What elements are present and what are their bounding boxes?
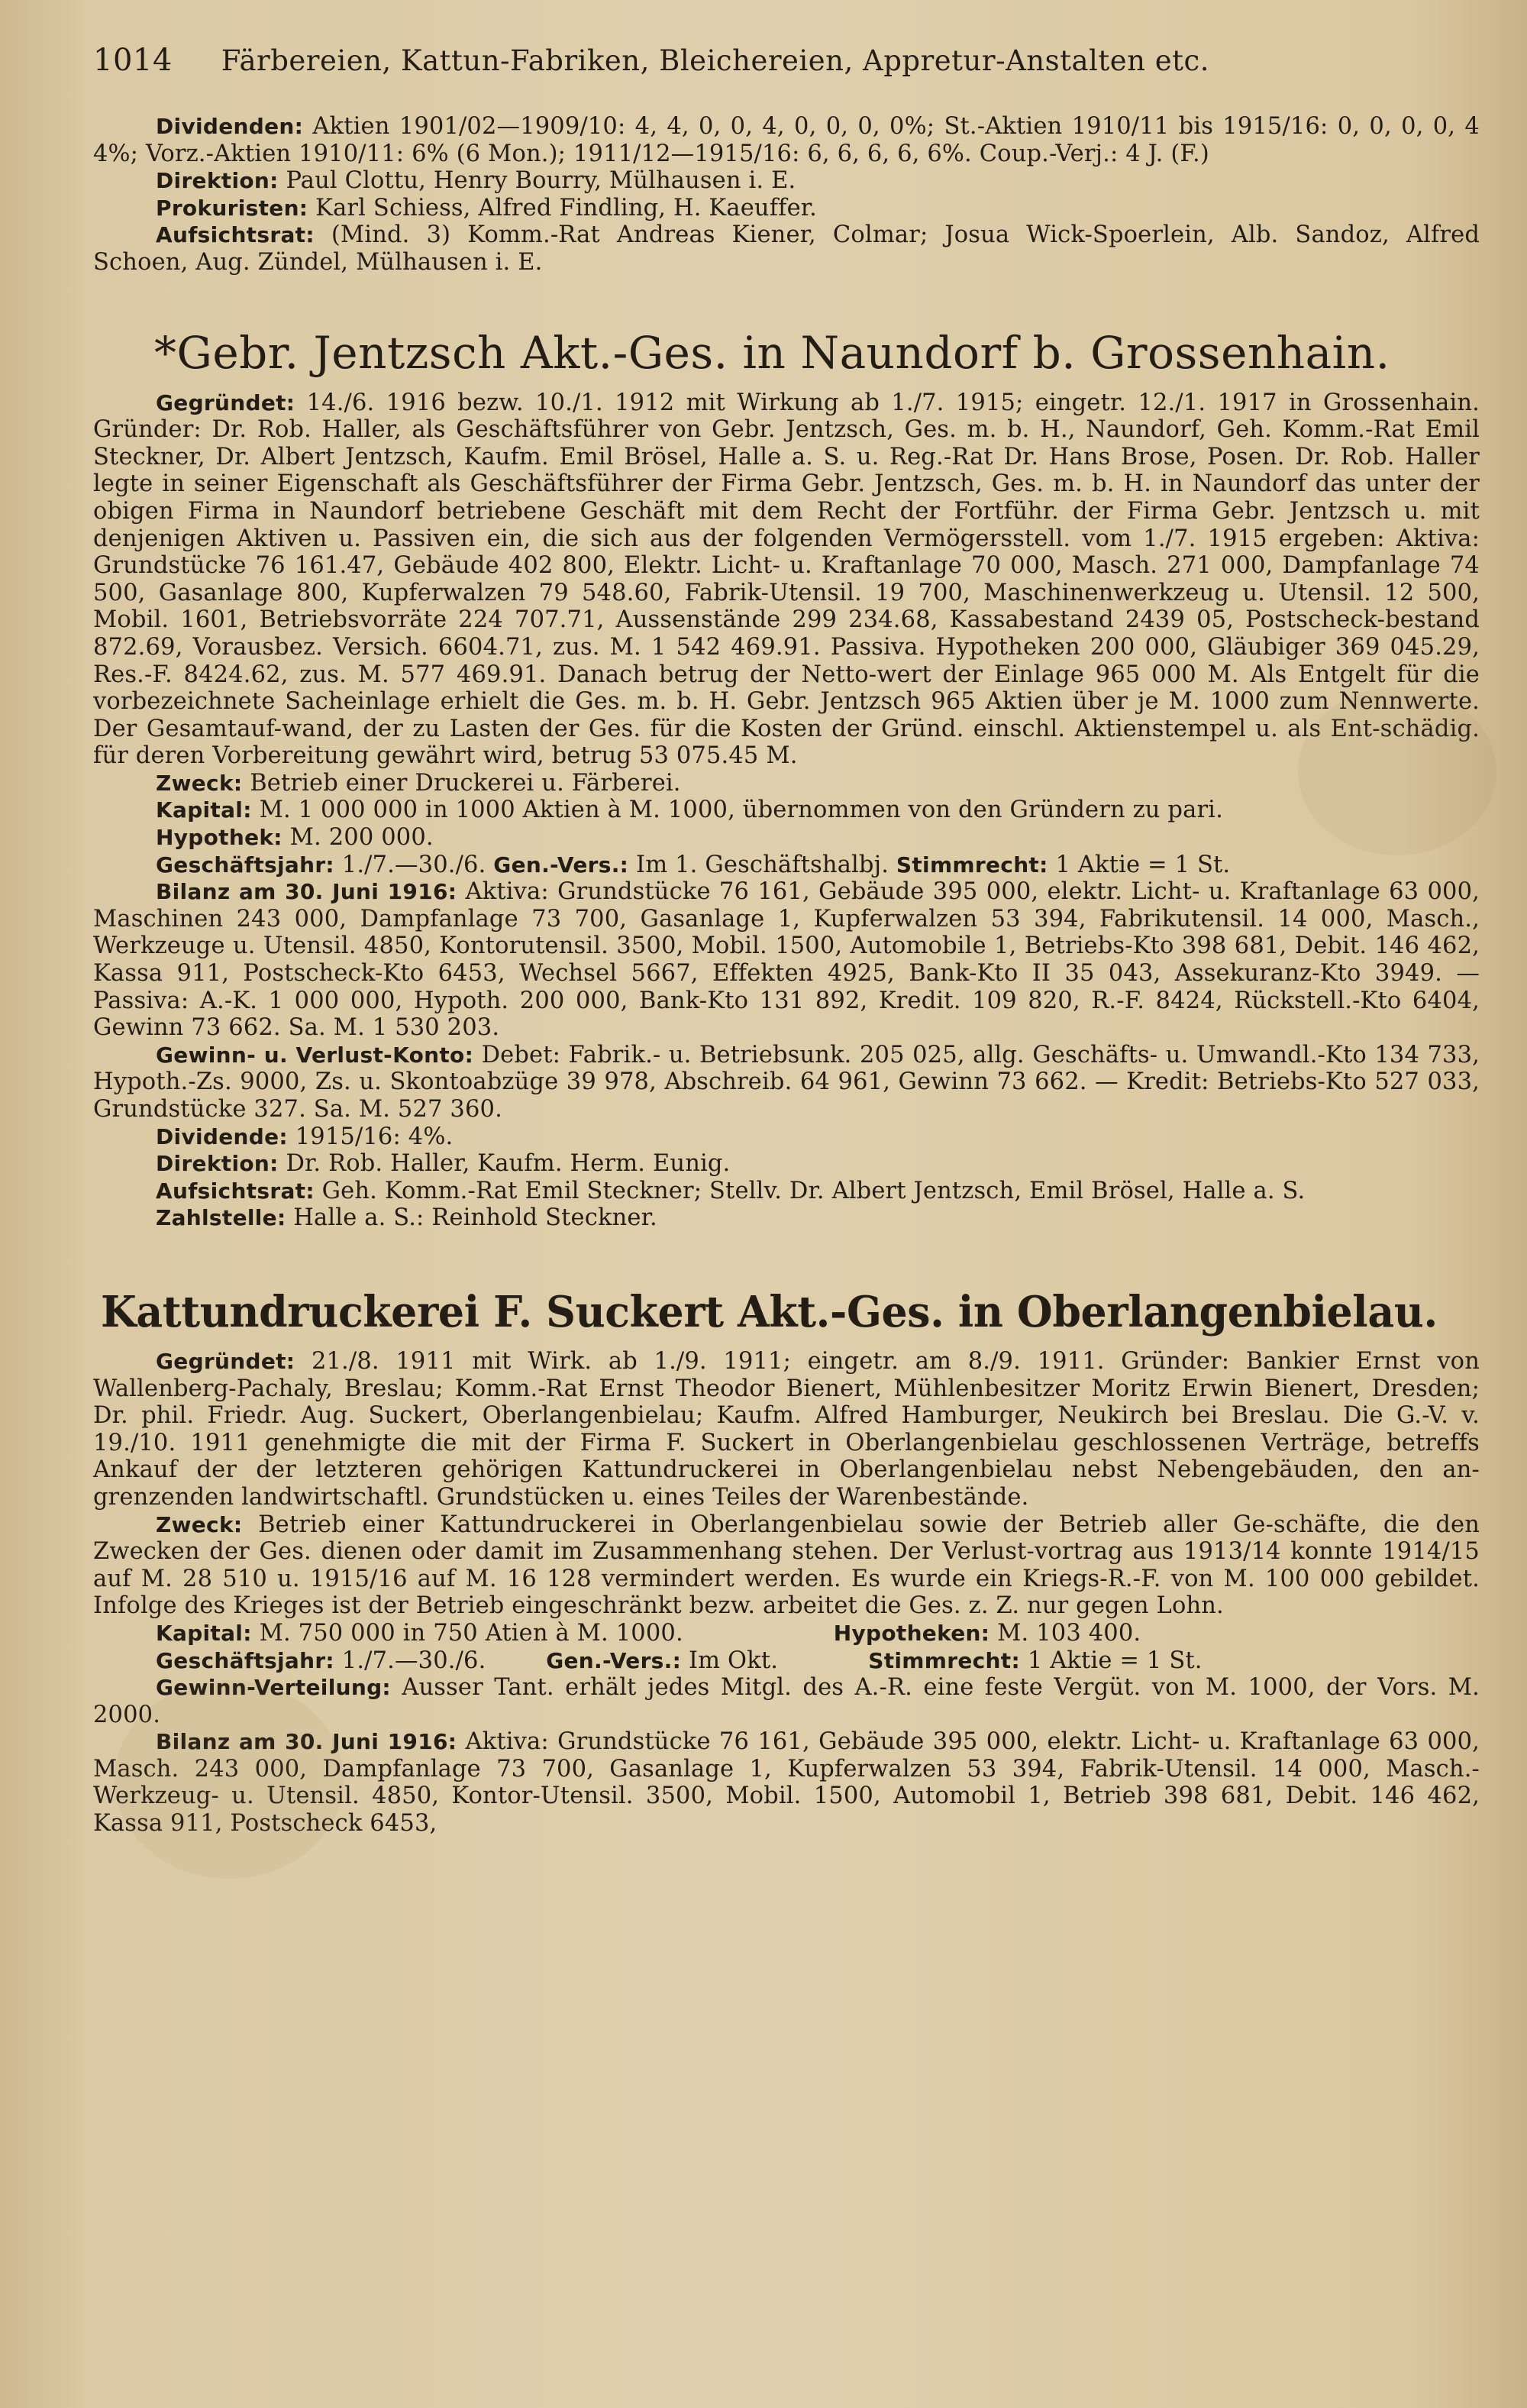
gj-text: 1./7.—30./6. — [334, 851, 494, 878]
stimm-text: 1 Aktie = 1 St. — [1048, 851, 1231, 878]
running-header — [93, 43, 1480, 78]
zahlstelle-text: Halle a. S.: Reinhold Steckner. — [286, 1204, 657, 1232]
clottu-entry-continuation — [93, 113, 1480, 276]
zweck-label: Zweck: — [156, 770, 243, 796]
genvers-label: Gen.-Vers.: — [493, 852, 629, 878]
suckert-gegruendet — [93, 1348, 1480, 1511]
direktion-text: Paul Clottu, Henry Bourry, Mülhausen i. E. — [278, 167, 796, 195]
paper-stain — [1298, 687, 1496, 855]
aufsichtsrat-text: Geh. Komm.-Rat Emil Steckner; Stellv. Dr. Albert Jentzsch, Emil Brösel, Halle a. S. — [314, 1177, 1306, 1204]
bilanz-text: Aktiva: Grundstücke 76 161, Gebäude 395 000, elektr. Licht- u. Kraftanlage 63 000, Masch. 243 000, Dampfanlage 73 700, Gasanlage 1, Kupferwalzen 53 394, Fabrik-Utensil. 14 000, Masch.- Werkzeug- u. Utensil. 4850, Kontor-Utensil. 3500, Mobil. 1500, Automobil 1, Betrieb 398 681, Debit. 146 462, Kassa 911, Postscheck 6453, — [93, 1728, 1480, 1838]
suckert-company-heading: Kattundruckerei F. Suckert Akt.-Ges. in Oberlangenbielau. — [101, 1286, 1438, 1337]
dividenden-label: Dividenden: — [156, 114, 304, 139]
direktion-text: Dr. Rob. Haller, Kaufm. Herm. Eunig. — [278, 1150, 731, 1178]
jentzsch-guv — [93, 1042, 1480, 1123]
running-title: Färbereien, Kattun-Fabriken, Bleichereien, Appretur-Anstalten etc. — [221, 44, 1209, 77]
jentzsch-dividende — [93, 1123, 1480, 1151]
page-number: 1014 — [93, 43, 173, 78]
stimm-label: Stimmrecht: — [896, 852, 1048, 878]
bilanz-label: Bilanz am 30. Juni 1916: — [156, 1729, 457, 1755]
jentzsch-kapital — [93, 797, 1480, 824]
jentzsch-entry — [93, 389, 1480, 1232]
direktion-paragraph — [93, 167, 1480, 195]
zweck-label: Zweck: — [156, 1511, 243, 1537]
zweck-text: Betrieb einer Druckerei u. Färberei. — [242, 769, 681, 797]
gegruendet-label: Gegründet: — [156, 389, 295, 415]
jentzsch-direktion — [93, 1150, 1480, 1178]
hypotheken-text: M. 103 400. — [989, 1619, 1141, 1647]
gj-label: Geschäftsjahr: — [156, 1647, 334, 1673]
jentzsch-bilanz — [93, 878, 1480, 1042]
bilanz-label: Bilanz am 30. Juni 1916: — [156, 879, 457, 905]
suckert-geschaeftsjahr — [93, 1647, 1480, 1675]
paper-stain — [115, 1680, 344, 1879]
prokuristen-label: Prokuristen: — [156, 195, 308, 221]
prokuristen-paragraph — [93, 195, 1480, 222]
direktion-label: Direktion: — [156, 168, 279, 194]
aufsichtsrat-label: Aufsichtsrat: — [156, 1178, 315, 1204]
hypothek-label: Hypothek: — [156, 825, 282, 851]
aufsichtsrat-label: Aufsichtsrat: — [156, 222, 315, 248]
jentzsch-zahlstelle — [93, 1204, 1480, 1232]
gj-text: 1./7.—30./6. — [334, 1647, 486, 1674]
dividende-text: 1915/16: 4%. — [287, 1123, 454, 1150]
genvers-text: Im 1. Geschäftshalbj. — [628, 851, 896, 878]
jentzsch-gegruendet — [93, 389, 1480, 770]
suckert-zweck — [93, 1511, 1480, 1620]
guv-label: Gewinn- u. Verlust-Konto: — [156, 1042, 474, 1068]
kapital-text: M. 1 000 000 in 1000 Aktien à M. 1000, übernommen von den Gründern zu pari. — [251, 797, 1223, 824]
dividenden-paragraph — [93, 113, 1480, 167]
genvers-label: Gen.-Vers.: — [546, 1647, 682, 1673]
jentzsch-aufsichtsrat — [93, 1178, 1480, 1205]
dividenden-text: Aktien 1901/02—1909/10: 4, 4, 0, 0, 4, 0, 0, 0, 0%; St.-Aktien 1910/11 bis 1915/16: 0, 0, 0, 0, 4 4%; Vorz.-Aktien 1910/11: 6% (6 Mon.); 1911/12—1915/16: 6, 6, 6, 6, 6%. Coup.-Verj.: 4 J. (F.) — [93, 113, 1480, 167]
stimm-label: Stimmrecht: — [868, 1647, 1020, 1673]
genvers-text: Im Okt. — [681, 1647, 779, 1674]
prokuristen-text: Karl Schiess, Alfred Findling, H. Kaeuffer. — [308, 194, 817, 221]
hypothek-text: M. 200 000. — [282, 824, 434, 852]
jentzsch-geschaeftsjahr — [93, 852, 1480, 879]
guv-text: Debet: Fabrik.- u. Betriebsunk. 205 025, allg. Geschäfts- u. Umwandl.-Kto 134 733, Hypoth.-Zs. 9000, Zs. u. Skontoabzüge 39 978, Abschreib. 64 961, Gewinn 73 662. — Kredit: Betriebs-Kto 527 033, Grundstücke 327. Sa. M. 527 360. — [93, 1041, 1480, 1123]
suckert-kapital — [93, 1620, 1480, 1647]
gegruendet-text: 21./8. 1911 mit Wirk. ab 1./9. 1911; eingetr. am 8./9. 1911. Gründer: Bankier Ernst von Wallenberg-Pachaly, Breslau; Komm.-Rat Ernst Theodor Bienert, Mühlenbesitzer Moritz Erwin Bienert, Dresden; Dr. phil. Friedr. Aug. Suckert, Oberlangenbielau; Kaufm. Alfred Hamburger, Neukirch bei Breslau. Die G.-V. v. 19./10. 1911 genehmigte die mit der Firma F. Suckert in Oberlangenbielau geschlossenen Verträge, betreffs Ankauf der der letzteren gehörigen Kattundruckerei in Oberlangenbielau nebst Nebengebäuden, den an-grenzenden landwirtschaftl. Grundstücken u. eines Teiles der Warenbestände. — [93, 1347, 1480, 1511]
jentzsch-company-heading: *Gebr. Jentzsch Akt.-Ges. in Naundorf b. Grossenhain. — [154, 326, 1390, 379]
dividende-label: Dividende: — [156, 1123, 288, 1149]
kapital-label: Kapital: — [156, 797, 252, 823]
gj-label: Geschäftsjahr: — [156, 852, 334, 878]
zahlstelle-label: Zahlstelle: — [156, 1205, 286, 1231]
bilanz-text: Aktiva: Grundstücke 76 161, Gebäude 395 000, elektr. Licht- u. Kraftanlage 63 000, Maschinen 243 000, Dampfanlage 73 700, Gasanlage 1, Kupferwalzen 53 394, Fabrikutensil. 14 000, Masch., Werkzeuge u. Utensil. 4850, Kontorutensil. 3500, Mobil. 1500, Automobile 1, Betriebs-Kto 398 681, Debit. 146 462, Kassa 911, Postscheck-Kto 6453, Wechsel 5667, Effekten 4925, Bank-Kto II 35 043, Assekuranz-Kto 3949. — Passiva: A.-K. 1 000 000, Hypoth. 200 000, Bank-Kto 131 892, Kredit. 109 820, R.-F. 8424, Rückstell.-Kto 6404, Gewinn 73 662. Sa. M. 1 530 203. — [93, 878, 1480, 1042]
gegruendet-label: Gegründet: — [156, 1348, 295, 1374]
gegruendet-text: 14./6. 1916 bezw. 10./1. 1912 mit Wirkung ab 1./7. 1915; eingetr. 12./1. 1917 in Grossenhain. Gründer: Dr. Rob. Haller, als Geschäftsführer von Gebr. Jentzsch, Ges. m. b. H., Naundorf, Geh. Komm.-Rat Emil Steckner, Dr. Albert Jentzsch, Kaufm. Emil Brösel, Halle a. S. u. Reg.-Rat Dr. Hans Brose, Posen. Dr. Rob. Haller legte in seiner Eigenschaft als Geschäftsführer der Firma Gebr. Jentzsch, Ges. m. b. H. in Naundorf das unter der obigen Firma in Naundorf betriebene Geschäft mit dem Recht der Fortführ. der Firma Gebr. Jentzsch u. mit denjenigen Aktiven u. Passiven ein, die sich aus der folgenden Vermögersstell. vom 1./7. 1915 ergeben: Aktiva: Grundstücke 76 161.47, Gebäude 402 800, Elektr. Licht- u. Kraftanlage 70 000, Masch. 271 000, Dampfanlage 74 500, Gasanlage 800, Kupferwalzen 79 548.60, Fabrik-Utensil. 19 700, Maschinenwerkzeug u. Utensil. 12 500, Mobil. 1601, Betriebsvorräte 224 707.71, Aussenstände 299 234.68, Kassabestand 2439 05, Postscheck-bestand 872.69, Vorausbez. Versich. 6604.71, zus. M. 1 542 469.91. Passiva. Hypotheken 200 000, Gläubiger 369 045.29, Res.-F. 8424.62, zus. M. 577 469.91. Danach betrug der Netto-wert der Einlage 965 000 M. Als Entgelt für die vorbezeichnete Sacheinlage erhielt die Ges. m. b. H. Gebr. Jentzsch 965 Aktien über je M. 1000 zum Nennwerte. Der Gesamtauf-wand, der zu Lasten der Ges. für die Kosten der Gründ. einschl. Aktienstempel u. als Ent-schädig. für deren Vorbereitung gewährt wird, betrug 53 075.45 M. — [93, 389, 1480, 770]
gewinnvert-label: Gewinn-Verteilung: — [156, 1675, 391, 1701]
kapital-text: M. 750 000 in 750 Atien à M. 1000. — [251, 1619, 683, 1647]
kapital-label: Kapital: — [156, 1620, 252, 1646]
jentzsch-hypothek — [93, 824, 1480, 852]
stimm-text: 1 Aktie = 1 St. — [1019, 1647, 1203, 1674]
gewinnvert-text: Ausser Tant. erhält jedes Mitgl. des A.-R. eine feste Vergüt. von M. 1000, der Vors. M. 2000. — [93, 1674, 1480, 1728]
aufsichtsrat-text: (Mind. 3) Komm.-Rat Andreas Kiener, Colmar; Josua Wick-Spoerlein, Alb. Sandoz, Alfred Schoen, Aug. Zündel, Mülhausen i. E. — [93, 221, 1480, 276]
zweck-text: Betrieb einer Kattundruckerei in Oberlangenbielau sowie der Betrieb aller Ge-schäfte, die den Zwecken der Ges. dienen oder damit im Zusammenhang stehen. Der Verlust-vortrag aus 1913/14 konnte 1914/15 auf M. 28 510 u. 1915/16 auf M. 16 128 vermindert werden. Es wurde ein Kriegs-R.-F. von M. 100 000 gebildet. Infolge des Krieges ist der Betrieb eingeschränkt bezw. arbeitet die Ges. z. Z. nur gegen Lohn. — [93, 1511, 1480, 1620]
hypotheken-label: Hypotheken: — [833, 1620, 990, 1646]
jentzsch-zweck — [93, 770, 1480, 797]
aufsichtsrat-paragraph — [93, 221, 1480, 276]
direktion-label: Direktion: — [156, 1151, 279, 1177]
